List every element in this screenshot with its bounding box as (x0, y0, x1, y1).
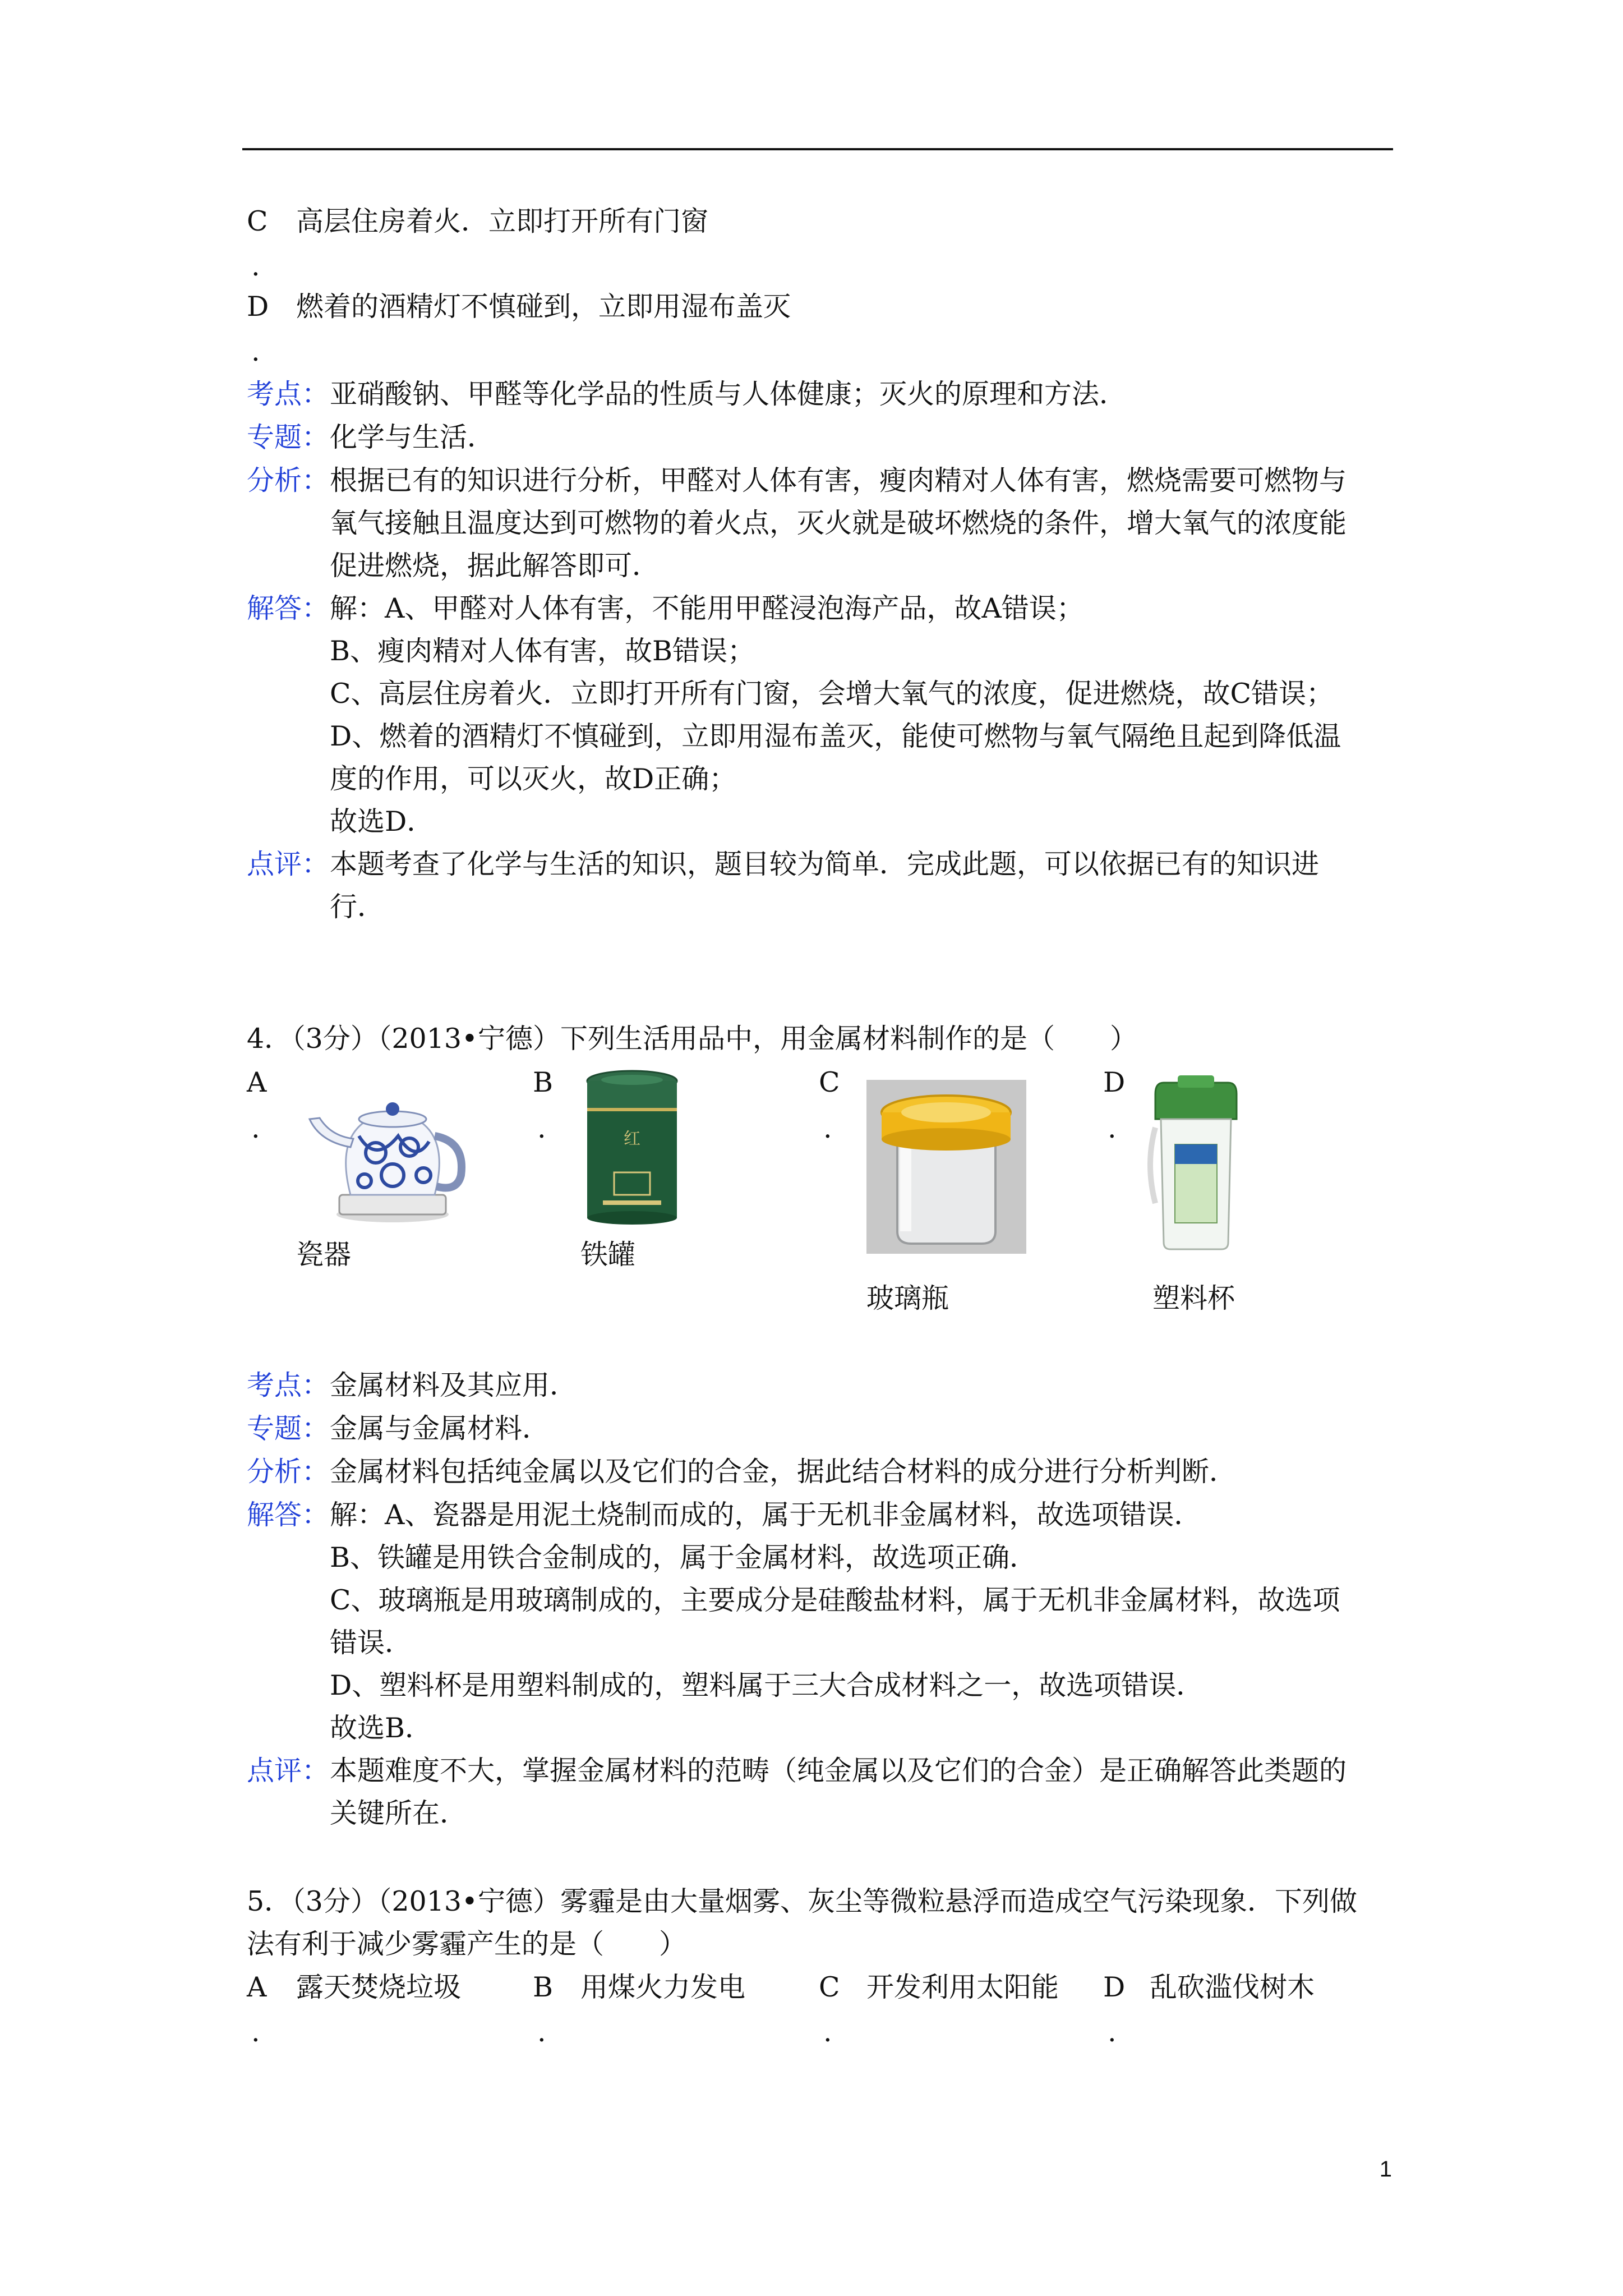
q3-fenxi-line: 根据已有的知识进行分析，甲醛对人体有害，瘦肉精对人体有害，燃烧需要可燃物与 (330, 464, 1347, 496)
q5-stem-line: 法有利于减少雾霾产生的是（ ） (247, 1928, 687, 1960)
q4-jieda-line: B、铁罐是用铁合金制成的，属于金属材料，故选项正确． (330, 1542, 1038, 1573)
plastic-cup-icon (1144, 1074, 1248, 1254)
q3-kaodian-label: 考点： (247, 378, 330, 410)
q5-option-d-letter: D (1103, 1971, 1126, 2003)
q4-option-b-caption: 铁罐 (580, 1239, 636, 1271)
q4-zhuanti-text: 金属与金属材料． (330, 1412, 550, 1444)
q3-option-c-dot: . (251, 250, 260, 282)
q3-option-d-text: 燃着的酒精灯不慎碰到，立即用湿布盖灭 (296, 291, 791, 323)
q4-dianping-label: 点评： (247, 1755, 330, 1787)
q3-option-d-letter: D (247, 291, 269, 323)
q3-dianping-label: 点评： (247, 848, 330, 880)
q4-jieda-line: D、塑料杯是用塑料制成的，塑料属于三大合成材料之一，故选项错误． (330, 1669, 1204, 1701)
q3-kaodian-text: 亚硝酸钠、甲醛等化学品的性质与人体健康；灭火的原理和方法． (330, 378, 1127, 410)
q4-option-d-letter: D (1103, 1066, 1126, 1098)
q5-stem-line: 5．（3分）（2013•宁德）雾霾是由大量烟雾、灰尘等微粒悬浮而造成空气污染现象．下列做 (247, 1885, 1357, 1917)
q3-option-c-text: 高层住房着火．立即打开所有门窗 (296, 205, 709, 237)
q4-fenxi-text: 金属材料包括纯金属以及它们的合金，据此结合材料的成分进行分析判断． (330, 1456, 1237, 1488)
q3-dianping-line: 行． (330, 891, 385, 923)
q3-jieda-line: D、燃着的酒精灯不慎碰到，立即用湿布盖灭，能使可燃物与氧气隔绝且起到降低温 (330, 720, 1341, 752)
q3-jieda-label: 解答： (247, 592, 330, 624)
q5-option-c-text: 开发利用太阳能 (866, 1971, 1059, 2003)
glass-jar-icon (866, 1080, 1026, 1254)
page-number: 1 (1379, 2157, 1392, 2182)
q5-option-d-dot: . (1108, 2016, 1117, 2048)
q3-zhuanti-text: 化学与生活． (330, 421, 495, 453)
q4-kaodian-label: 考点： (247, 1369, 330, 1401)
q3-fenxi-line: 促进燃烧，据此解答即可． (330, 550, 660, 582)
q4-zhuanti-label: 专题： (247, 1412, 330, 1444)
porcelain-kettle-icon (297, 1080, 482, 1226)
q4-option-c-letter: C (819, 1066, 840, 1098)
q4-kaodian-text: 金属材料及其应用． (330, 1369, 578, 1401)
q5-option-b-letter: B (533, 1971, 554, 2003)
q4-option-d-dot: . (1108, 1112, 1117, 1144)
q4-option-c-dot: . (823, 1112, 832, 1144)
q3-jieda-line: 故选D． (330, 806, 435, 838)
q4-jieda-line: C、玻璃瓶是用玻璃制成的，主要成分是硅酸盐材料，属于无机非金属材料，故选项 (330, 1584, 1340, 1616)
q4-jieda-label: 解答： (247, 1499, 330, 1531)
q4-jieda-line: 错误． (330, 1627, 413, 1659)
q3-option-d-dot: . (251, 335, 260, 367)
q3-jieda-line: C、高层住房着火．立即打开所有门窗，会增大氧气的浓度，促进燃烧，故C错误； (330, 678, 1334, 710)
q3-option-c-letter: C (247, 205, 268, 237)
q4-fenxi-label: 分析： (247, 1456, 330, 1488)
q4-option-a-letter: A (247, 1066, 267, 1098)
q3-jieda-line: B、瘦肉精对人体有害，故B错误； (330, 635, 755, 667)
q5-option-a-text: 露天焚烧垃圾 (296, 1971, 462, 2003)
tin-can-icon (580, 1069, 684, 1226)
q3-jieda-line: 度的作用，可以灭火，故D正确； (330, 763, 737, 795)
q3-fenxi-label: 分析： (247, 464, 330, 496)
header-rule (242, 148, 1393, 150)
q5-option-d-text: 乱砍滥伐树木 (1150, 1971, 1315, 2003)
q4-dianping-line: 本题难度不大，掌握金属材料的范畴（纯金属以及它们的合金）是正确解答此类题的 (330, 1755, 1347, 1787)
q4-jieda-line: 故选B． (330, 1712, 433, 1744)
q4-option-b-dot: . (537, 1112, 546, 1144)
q4-option-a-caption: 瓷器 (296, 1239, 352, 1271)
q4-stem: 4．（3分）（2013•宁德）下列生活用品中，用金属材料制作的是（ ） (247, 1023, 1137, 1055)
q5-option-c-dot: . (823, 2016, 832, 2048)
q5-option-c-letter: C (819, 1971, 840, 2003)
q5-option-a-letter: A (247, 1971, 267, 2003)
q4-option-b-letter: B (533, 1066, 554, 1098)
q4-jieda-line: 解：A、瓷器是用泥土烧制而成的，属于无机非金属材料，故选项错误． (330, 1499, 1202, 1531)
q3-dianping-line: 本题考查了化学与生活的知识，题目较为简单．完成此题，可以依据已有的知识进 (330, 848, 1320, 880)
q5-option-b-text: 用煤火力发电 (580, 1971, 746, 2003)
q5-option-b-dot: . (537, 2016, 546, 2048)
svg-text:红: 红 (624, 1129, 640, 1149)
q3-zhuanti-label: 专题： (247, 421, 330, 453)
q4-option-d-caption: 塑料杯 (1152, 1282, 1235, 1314)
q3-jieda-line: 解：A、甲醛对人体有害，不能用甲醛浸泡海产品，故A错误； (330, 592, 1084, 624)
q4-option-a-dot: . (251, 1112, 260, 1144)
q4-dianping-line: 关键所在． (330, 1797, 468, 1829)
q5-option-a-dot: . (251, 2016, 260, 2048)
q4-option-c-caption: 玻璃瓶 (866, 1282, 949, 1314)
q3-fenxi-line: 氧气接触且温度达到可燃物的着火点，灭火就是破坏燃烧的条件，增大氧气的浓度能 (330, 507, 1347, 539)
